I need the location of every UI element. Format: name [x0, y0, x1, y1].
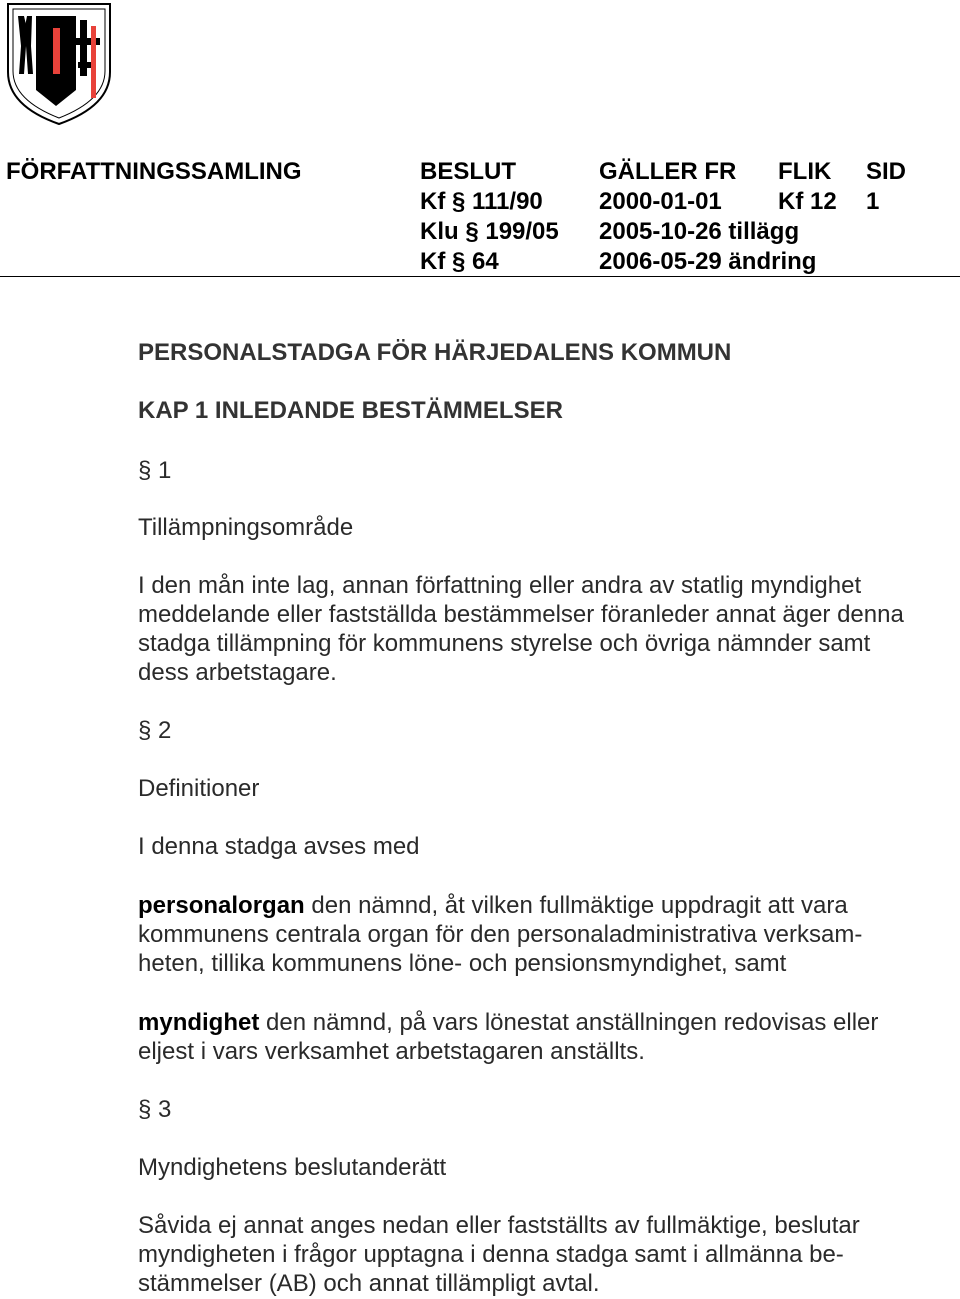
header-row-beslut: Klu § 199/05 [420, 218, 559, 245]
section-1-heading: Tillämpningsområde [138, 514, 354, 541]
header-row-sid: 1 [866, 188, 880, 215]
paragraph-line: meddelande eller fastställda bestämmelser föranleder annat äger denna [138, 601, 904, 628]
col-header-sid: SID [866, 158, 907, 185]
section-2-number: § 2 [138, 717, 172, 744]
defined-term: personalorgan [138, 892, 305, 919]
paragraph-line: dess arbetstagare. [138, 659, 337, 686]
section-1-number: § 1 [138, 457, 172, 484]
col-header-flik: FLIK [778, 158, 832, 185]
definition-personalorgan [138, 891, 938, 978]
paragraph-line: Såvida ej annat anges nedan eller fastställts av fullmäktige, beslutar [138, 1212, 860, 1239]
paragraph-line: stämmelser (AB) och annat tillämpligt avtal. [138, 1270, 600, 1297]
paragraph-line: heten, tillika kommunens löne- och pensionsmyndighet, samt [138, 950, 787, 977]
header-row-galler: 2006-05-29 ändring [599, 248, 817, 275]
paragraph-line: eljest i vars verksamhet arbetstagaren anställts. [138, 1038, 645, 1065]
header-row-flik: Kf 12 [778, 188, 837, 215]
municipal-crest-logo [6, 2, 112, 126]
paragraph-line [138, 891, 938, 920]
header-row-galler: 2005-10-26 tillägg [599, 218, 800, 245]
header-row-galler: 2000-01-01 [599, 188, 722, 215]
header-row-beslut: Kf § 64 [420, 248, 499, 275]
definition-text: den nämnd, på vars lönestat anställningen redovisas eller [259, 1009, 879, 1036]
definition-text: den nämnd, åt vilken fullmäktige uppdragit att vara [304, 892, 848, 919]
paragraph-line: I den mån inte lag, annan författning eller andra av statlig myndighet [138, 572, 862, 599]
paragraph-line [138, 1008, 938, 1037]
defined-term: myndighet [138, 1009, 260, 1036]
paragraph-line: kommunens centrala organ för den personaladministrativa verksam- [138, 921, 863, 948]
document-title: PERSONALSTADGA FÖR HÄRJEDALENS KOMMUN [138, 339, 732, 366]
paragraph-line: myndigheten i frågor upptagna i denna stadga samt i allmänna be- [138, 1241, 844, 1268]
col-header-beslut: BESLUT [420, 158, 516, 185]
section-3-heading: Myndighetens beslutanderätt [138, 1154, 447, 1181]
section-3-paragraph [138, 1211, 938, 1298]
section-1-paragraph [138, 571, 938, 687]
section-3-number: § 3 [138, 1096, 172, 1123]
section-2-heading: Definitioner [138, 775, 260, 802]
definition-myndighet [138, 1008, 938, 1066]
header-divider [0, 276, 960, 277]
section-2-intro: I denna stadga avses med [138, 833, 420, 860]
collection-title: FÖRFATTNINGSSAMLING [6, 158, 302, 185]
chapter-heading: KAP 1 INLEDANDE BESTÄMMELSER [138, 397, 563, 424]
paragraph-line: stadga tillämpning för kommunens styrelse och övriga nämnder samt [138, 630, 871, 657]
header-row-beslut: Kf § 111/90 [420, 188, 543, 215]
col-header-galler: GÄLLER FR [599, 158, 737, 185]
